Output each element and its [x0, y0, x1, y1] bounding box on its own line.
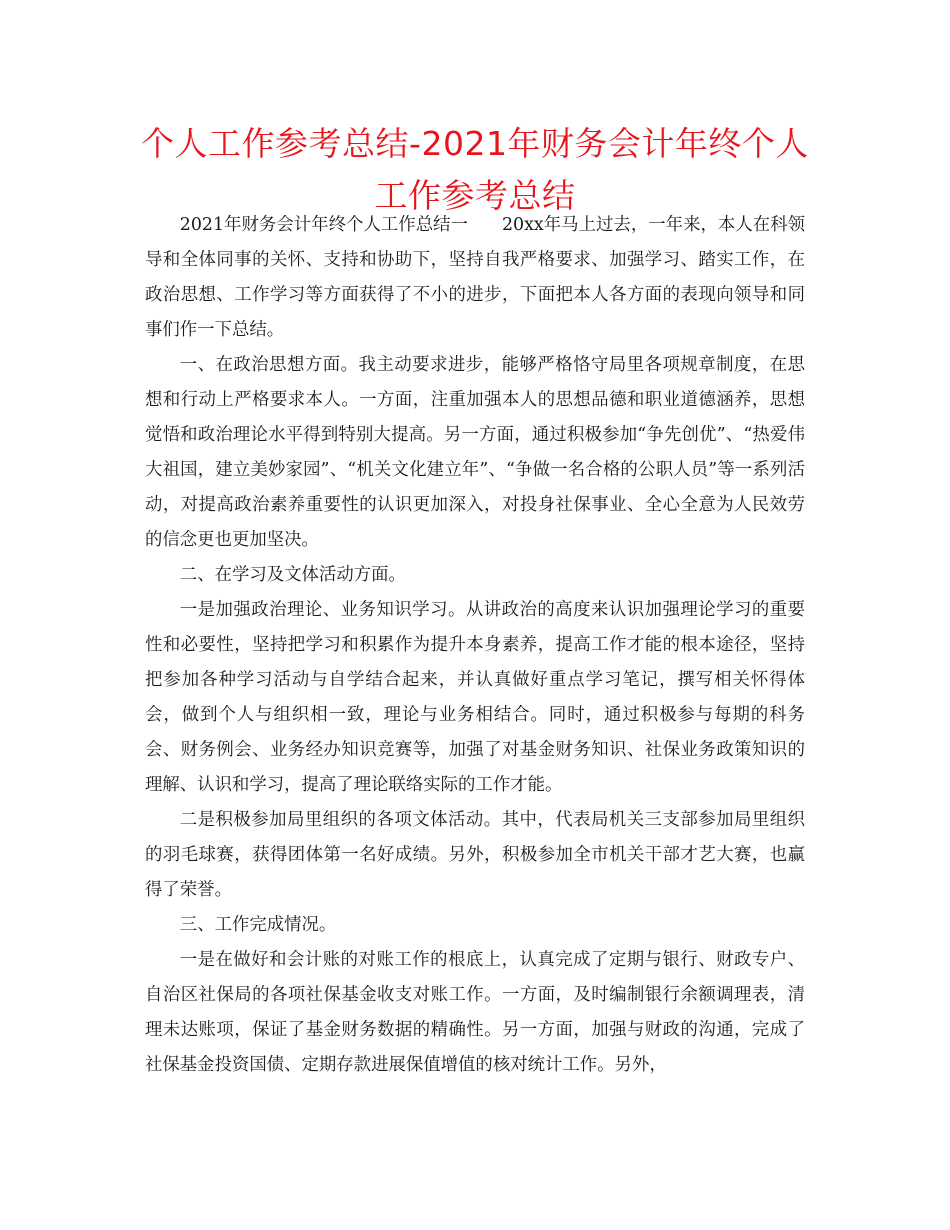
- document-body: [145, 208, 805, 1083]
- paragraph-intro: [145, 208, 805, 348]
- paragraph-study-theory: 一是加强政治理论、业务知识学习。从讲政治的高度来认识加强理论学习的重要性和必要性，坚持把学习和积累作为提升本身素养，提高工作才能的根本途径，坚持把参加各种学习活动与自学结合起来，并认真做好重点学习笔记，撰写相关怀得体会，做到个人与组织相一致，理论与业务相结合。同时，通过积极参与每期的科务会、财务例会、业务经办知识竞赛等，加强了对基金财务知识、社保业务政策知识的理解、认识和学习，提高了理论联络实际的工作才能。: [145, 600, 805, 795]
- section-heading-work: 三、工作完成情况。: [179, 915, 337, 935]
- paragraph-sports-activities: 二是积极参加局里组织的各项文体活动。其中，代表局机关三支部参加局里组织的羽毛球赛，获得团体第一名好成绩。另外，积极参加全市机关干部才艺大赛，也赢得了荣誉。: [145, 810, 805, 900]
- intro-text: 20xx年马上过去，一年来，本人在科领导和全体同事的关怀、支持和协助下，坚持自我严格要求、加强学习、踏实工作，在政治思想、工作学习等方面获得了不小的进步，下面把本人各方面的表现向领导和同事们作一下总结。: [145, 215, 806, 340]
- paragraph-reconciliation: 一是在做好和会计账的对账工作的根底上，认真完成了定期与银行、财政专户、自治区社保局的各项社保基金收支对账工作。一方面，及时编制银行余额调理表，清理未达账项，保证了基金财务数据的精确性。另一方面，加强与财政的沟通，完成了社保基金投资国债、定期存款进展保值增值的核对统计工作。另外，: [145, 950, 805, 1075]
- document-title: 个人工作参考总结-2021年财务会计年终个人工作参考总结: [141, 124, 809, 215]
- section-heading-study: 二、在学习及文体活动方面。: [179, 565, 406, 585]
- paragraph-political: 一、在政治思想方面。我主动要求进步，能够严格恪守局里各项规章制度，在思想和行动上严格要求本人。一方面，注重加强本人的思想品德和职业道德涵养，思想觉悟和政治理论水平得到特别大提高。另一方面，通过积极参加“争先创优”、“热爱伟大祖国，建立美妙家园”、“机关文化建立年”、“争做一名合格的公职人员”等一系列活动，对提高政治素养重要性的认识更加深入，对投身社保事业、全心全意为人民效劳的信念更也更加坚决。: [145, 355, 805, 550]
- intro-heading: 2021年财务会计年终个人工作总结一: [179, 215, 468, 235]
